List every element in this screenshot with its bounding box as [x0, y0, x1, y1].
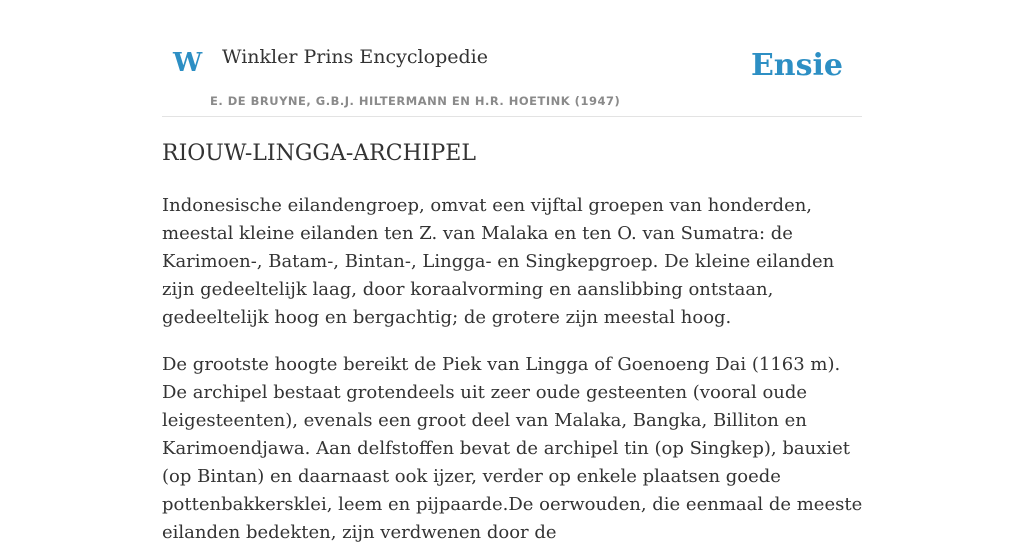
brand-logo[interactable]: Ensie [750, 48, 843, 83]
site-title[interactable]: Winkler Prins Encyclopedie [222, 46, 488, 68]
logo-icon[interactable]: W [173, 48, 203, 78]
article-paragraph: Indonesische eilandengroep, omvat een vijftal groepen van honderden, meestal kleine eilanden ten Z. van Malaka en ten O. van Sumatra: de Karimoen-, Batam-, Bintan-, Lingga- en Singkepgroep. De kleine eilanden zijn gedeeltelijk laag, door koraalvorming en aanslibbing ontstaan, gedeeltelijk hoog en bergachtig; de grotere zijn meestal hoog. [162, 195, 835, 328]
article-title: RIOUW-LINGGA-ARCHIPEL [162, 141, 476, 166]
article-paragraph: De grootste hoogte bereikt de Piek van Lingga of Goenoeng Dai (1163 m). De archipel bestaat grotendeels uit zeer oude gesteenten (vooral oude leigesteenten), evenals een groot deel van Malaka, Bangka, Billiton en Karimoendjawa. Aan delfstoffen bevat de archipel tin (op Singkep), bauxiet (op Bintan) en daarnaast ook ijzer, verder op enkele plaatsen goede pottenbakkersklei, leem en pijpaarde.De oerwouden, die eenmaal de meeste eilanden bedekten, zijn verdwenen door de [162, 354, 863, 543]
authors-line: E. DE BRUYNE, G.B.J. HILTERMANN EN H.R. HOETINK (1947) [210, 94, 621, 108]
page-container [162, 0, 863, 543]
site-header [162, 0, 862, 117]
